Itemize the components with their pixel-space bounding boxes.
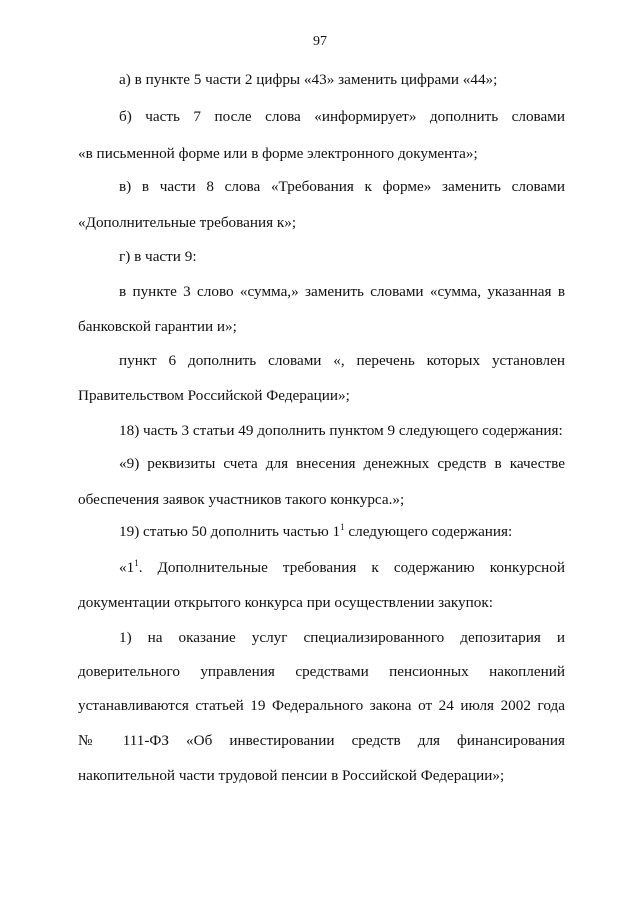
text-line: «Дополнительные требования к»;	[78, 214, 297, 231]
text-line: «9) реквизиты счета для внесения денежных средств в качестве	[119, 455, 565, 472]
superscript: 1	[134, 557, 139, 568]
text-line: устанавливаются статьей 19 Федерального закона от 24 июля 2002 года	[78, 697, 565, 714]
text-line: № 111-ФЗ «Об инвестировании средств для финансирования	[78, 732, 565, 749]
text-line: 18) часть 3 статьи 49 дополнить пунктом 9 следующего содержания:	[119, 422, 563, 439]
text-line: обеспечения заявок участников такого конкурса.»;	[78, 491, 405, 508]
page-number: 97	[313, 34, 327, 49]
text-line: банковской гарантии и»;	[78, 318, 237, 335]
text-line: 1) на оказание услуг специализированного депозитария и	[119, 629, 565, 646]
text-line: накопительной части трудовой пенсии в Российской Федерации»;	[78, 767, 505, 784]
text-line: в пункте 3 слово «сумма,» заменить словами «сумма, указанная в	[119, 283, 565, 300]
text-segment: следующего содержания:	[344, 523, 513, 540]
text-line: а) в пункте 5 части 2 цифры «43» заменить цифрами «44»;	[119, 71, 498, 88]
text-line: Правительством Российской Федерации»;	[78, 387, 350, 404]
text-segment: 19) статью 50 дополнить частью 1	[119, 523, 341, 540]
text-line: доверительного управления средствами пенсионных накоплений	[78, 663, 565, 680]
text-line: пункт 6 дополнить словами «, перечень которых установлен	[119, 352, 565, 369]
text-line	[119, 523, 512, 541]
text-line: «в письменной форме или в форме электронного документа»;	[78, 145, 478, 162]
text-segment: . Дополнительные требования к содержанию конкурсной	[138, 559, 565, 576]
superscript: 1	[340, 521, 345, 532]
text-line: г) в части 9:	[119, 248, 197, 265]
text-line: документации открытого конкурса при осуществлении закупок:	[78, 594, 493, 611]
text-segment: «1	[119, 559, 135, 576]
text-line: б) часть 7 после слова «информирует» дополнить словами	[119, 108, 565, 125]
text-line	[119, 559, 565, 577]
text-line: в) в части 8 слова «Требования к форме» заменить словами	[119, 178, 565, 195]
